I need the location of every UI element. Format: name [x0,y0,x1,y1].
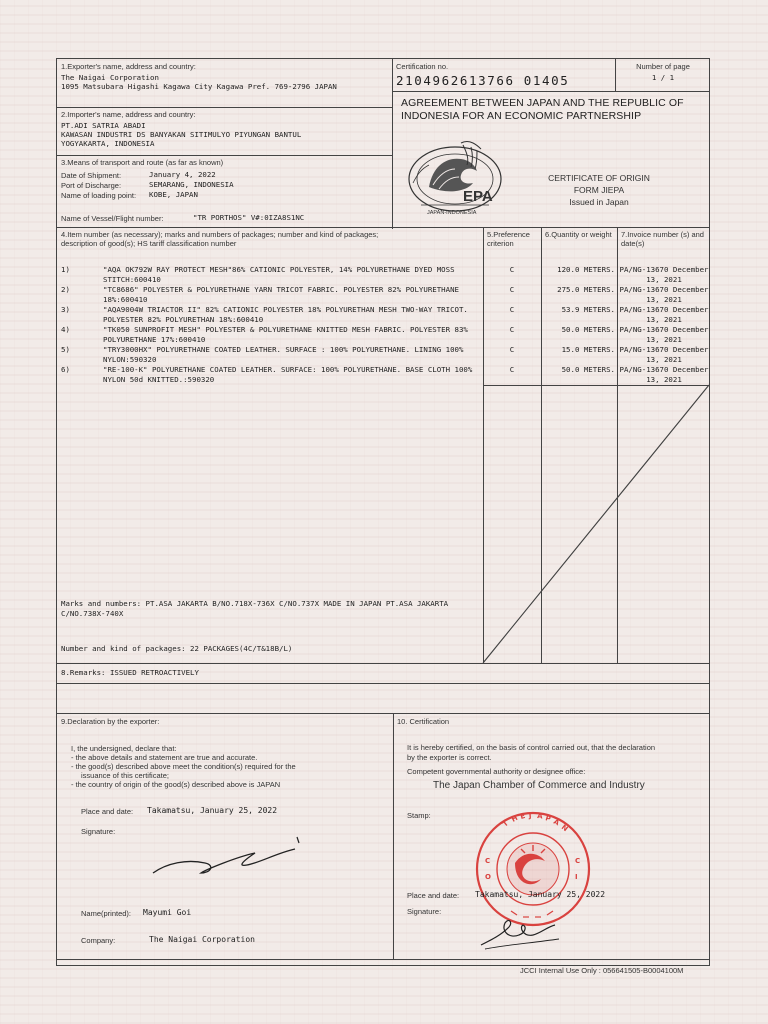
transport-label: 3.Means of transport and route (as far as known) [61,158,224,167]
certification-label: 10. Certification [397,717,450,726]
vessel-name: "TR PORTHOS" V#:0IZA8S1NC [193,213,305,222]
list-item [57,265,709,285]
company-name: The Naigai Corporation [149,935,255,944]
cert-place-label: Place and date: [407,891,460,900]
items-label-2: description of good(s); HS tariff classification number [61,239,237,248]
certifier-signature [475,909,565,953]
svg-text:H: H [510,813,520,824]
certificate-title: CERTIFICATE OF ORIGIN [548,173,650,183]
item-number: 2) [61,285,70,294]
agreement-title-line2: INDONESIA FOR AN ECONOMIC PARTNERSHIP [401,110,642,122]
cert-signature-label: Signature: [407,907,442,916]
certification-no-label: Certification no. [396,62,449,71]
epa-logo-caption: JAPAN-INDONESIA [427,210,477,216]
certification-text-2: by the exporter is correct. [407,753,492,762]
discharge-port-label: Port of Discharge: [61,181,122,190]
list-item [57,345,709,365]
importer-address-2: YOGYAKARTA, INDONESIA [61,139,155,148]
authority-label: Competent governmental authority or designee office: [407,767,586,776]
stamp-label: Stamp: [407,811,431,820]
item-number: 1) [61,265,70,274]
item-invoice: PA/NG-13670 December 13, 2021 [619,305,709,324]
loading-point: KOBE, JAPAN [149,190,198,199]
item-number: 5) [61,345,70,354]
declaration-intro: I, the undersigned, declare that: [71,744,177,753]
certificate-form [56,58,710,966]
importer-address-1: KAWASAN INDUSTRI DS BANYAKAN SITIMULYO PIYUNGAN BANTUL [61,130,302,139]
item-quantity: 120.0 METERS. [557,265,615,274]
cancel-diagonal-box [483,385,709,663]
shipment-date: January 4, 2022 [149,170,216,179]
declaration-line2: - the good(s) described above meet the condition(s) required for the [71,762,296,771]
exporter-label: 1.Exporter's name, address and country: [61,62,196,71]
preference-label: 5.Preference criterion [487,230,530,248]
cert-place-date: Takamatsu, January 25, 2022 [475,890,606,899]
item-invoice: PA/NG-13670 December 13, 2021 [619,265,709,284]
item-criterion: C [509,285,515,294]
certification-text-1: It is hereby certified, on the basis of control carried out, that the declaration [407,743,656,752]
item-criterion: C [509,325,515,334]
page-count: 1 / 1 [651,73,675,82]
epa-logo [403,135,507,217]
declaration-signature-label: Signature: [81,827,116,836]
remarks: 8.Remarks: ISSUED RETROACTIVELY [61,668,199,677]
item-quantity: 53.9 METERS. [561,305,615,314]
declaration-label: 9.Declaration by the exporter: [61,717,160,726]
item-criterion: C [509,345,515,354]
svg-text:A: A [536,812,544,821]
svg-text:T: T [501,819,510,829]
item-description: "TC8686" POLYESTER & POLYURETHANE YARN TRICOT FABRIC. POLYESTER 82% POLYURETHANE 18%:600410 [103,285,459,304]
items-label-1: 4.Item number (as necessary); marks and numbers of packages; number and kind of packages; [61,230,379,239]
svg-text:C: C [575,857,581,865]
page-count-label: Number of page [636,62,690,71]
item-description: "AQA9004W TRIACTOR II" 82% CATIONIC POLYESTER 18% POLYURETHAN MESH TWO-WAY TRICOT. POLYESTER 82% POLYURETHAN 18%:600410 [103,305,468,324]
declaration-line1: - the above details and statement are true and accurate. [71,753,258,762]
declaration-line2b: issuance of this certificate; [81,771,169,780]
item-number: 6) [61,365,70,374]
packages: Number and kind of packages: 22 PACKAGES(4C/T&18B/L) [61,644,293,653]
svg-text:P: P [544,814,552,824]
certification-number: 2104962613766 01405 [396,73,570,88]
importer-name: PT.ADI SATRIA ABADI [61,121,146,130]
importer-label: 2.Importer's name, address and country: [61,110,196,119]
list-item [57,285,709,305]
item-number: 4) [61,325,70,334]
exporter-address: 1095 Matsubara Higashi Kagawa City Kagawa Pref. 769-2796 JAPAN [61,82,337,91]
svg-text:N: N [559,823,570,834]
quantity-label: 6.Quantity or weight [545,230,612,239]
svg-text:C: C [485,857,491,865]
loading-point-label: Name of loading point: [61,191,137,200]
cancel-line [483,385,709,663]
svg-text:O: O [485,873,491,881]
name-printed: Mayumi Goi [143,908,192,917]
item-quantity: 15.0 METERS. [561,345,615,354]
declaration-place-label: Place and date: [81,807,134,816]
item-description: "RE-100-K" POLYURETHANE COATED LEATHER. SURFACE: 100% POLYURETHANE. BASE CLOTH 100% NYLON 50d KNITTED.:590320 [103,365,473,384]
item-criterion: C [509,365,515,374]
authority-name: The Japan Chamber of Commerce and Industry [433,780,645,791]
svg-text:J: J [528,811,532,820]
company-label: Company: [81,936,116,945]
svg-text:A: A [552,817,561,828]
divider [392,91,709,92]
item-number: 3) [61,305,70,314]
item-criterion: C [509,305,515,314]
invoice-label: 7.Invoice number (s) and date(s) [621,230,704,248]
list-item [57,305,709,325]
vessel-label: Name of Vessel/Flight number: [61,214,164,223]
discharge-port: SEMARANG, INDONESIA [149,180,234,189]
item-criterion: C [509,265,515,274]
marks-numbers: Marks and numbers: PT.ASA JAKARTA B/NO.718X-736X C/NO.737X MADE IN JAPAN PT.ASA JAKARTA C/NO.738X-740X [61,599,449,618]
item-invoice: PA/NG-13670 December 13, 2021 [619,285,709,304]
svg-text:I: I [575,873,578,881]
exporter-signature [147,833,307,883]
item-description: "TK050 SUNPROFIT MESH" POLYESTER & POLYURETHANE KNITTED MESH FABRIC. POLYESTER 83% POLYURETHANE 17%:600410 [103,325,468,344]
item-description: "TRY3000HX" POLYURETHANE COATED LEATHER. SURFACE : 100% POLYURETHANE. LINING 100% NYLON:590320 [103,345,464,364]
internal-use-note: JCCI Internal Use Only : 056641505-B0004100M [520,966,684,975]
shipment-date-label: Date of Shipment: [61,171,122,180]
item-invoice: PA/NG-13670 December 13, 2021 [619,345,709,364]
svg-text:E: E [519,811,527,821]
agreement-title-line1: AGREEMENT BETWEEN JAPAN AND THE REPUBLIC OF [401,97,684,109]
declaration-line3: - the country of origin of the good(s) described above is JAPAN [71,780,281,789]
epa-logo-text: EPA [463,188,493,205]
name-printed-label: Name(printed): [81,909,132,918]
list-item [57,325,709,345]
item-quantity: 50.0 METERS. [561,365,615,374]
exporter-name: The Naigai Corporation [61,73,159,82]
list-item [57,365,709,385]
item-invoice: PA/NG-13670 December 13, 2021 [619,365,709,384]
declaration-place-date: Takamatsu, January 25, 2022 [147,806,278,815]
issued-in: Issued in Japan [569,197,629,207]
item-quantity: 275.0 METERS. [557,285,615,294]
item-quantity: 50.0 METERS. [561,325,615,334]
item-description: "AQA OK792W RAY PROTECT MESH"86% CATIONIC POLYESTER, 14% POLYURETHANE DYED MOSS STITCH:600410 [103,265,455,284]
item-invoice: PA/NG-13670 December 13, 2021 [619,325,709,344]
form-name: FORM JIEPA [573,185,625,195]
